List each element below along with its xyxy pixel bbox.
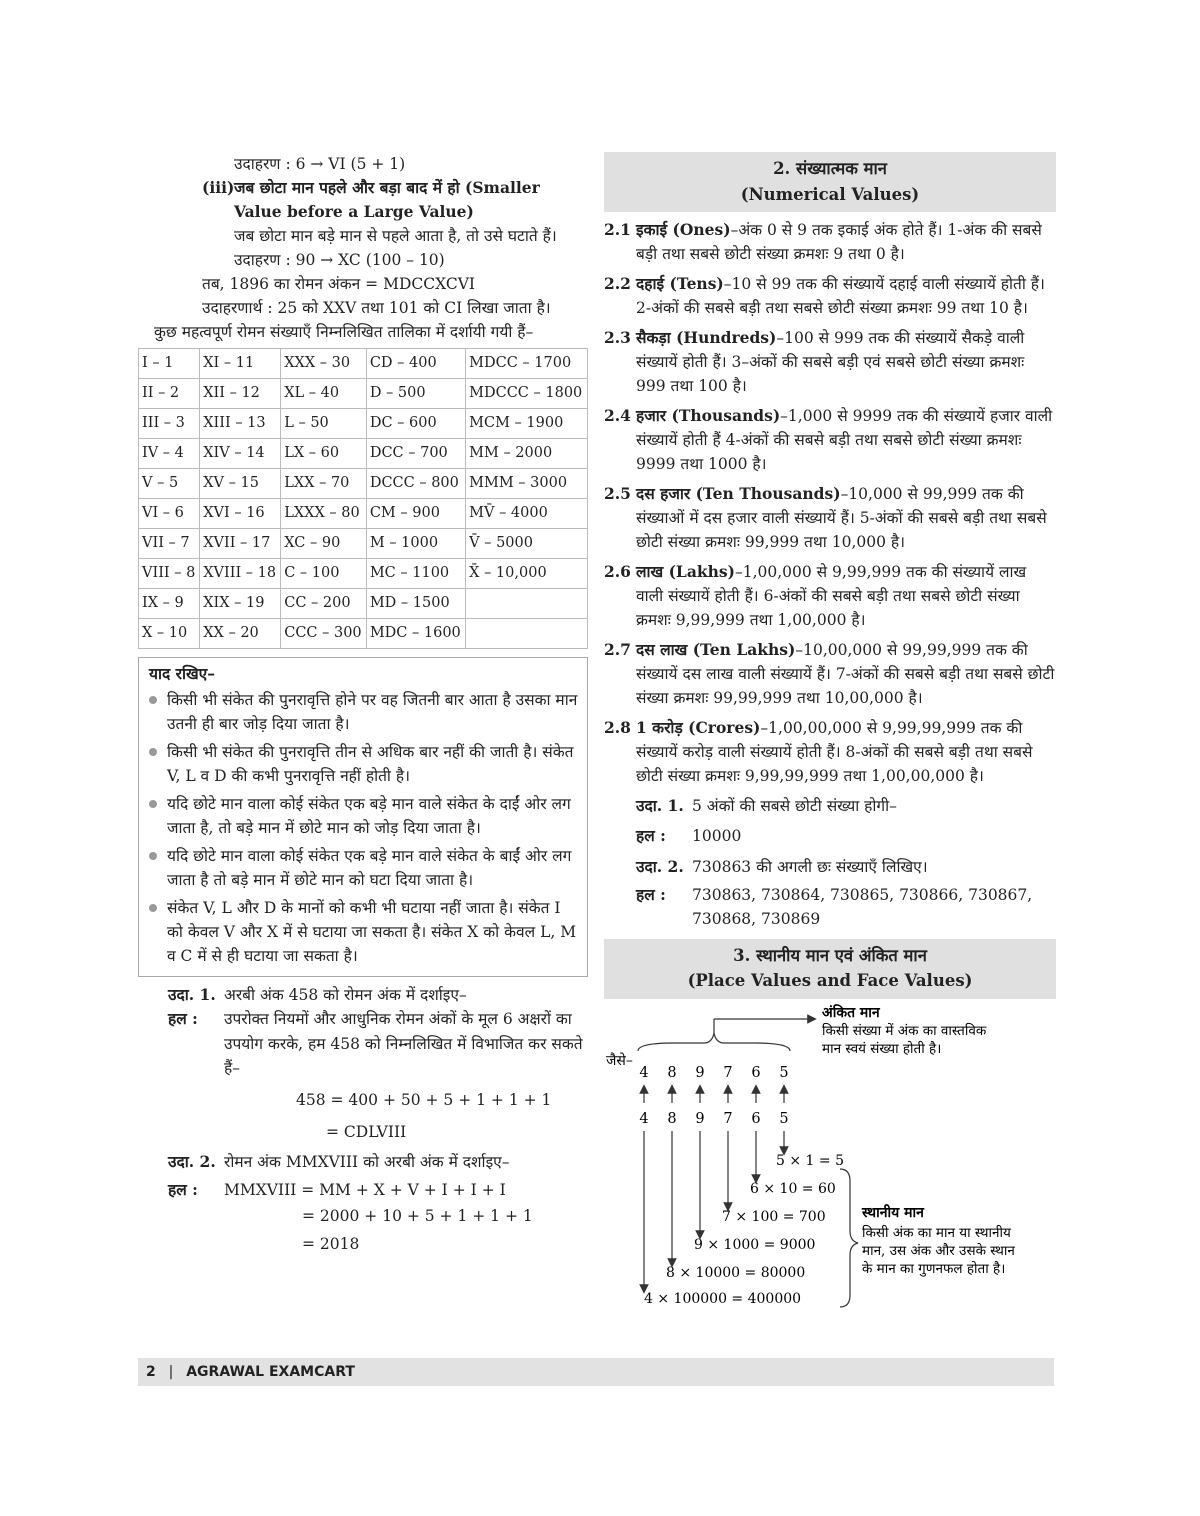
right-column xyxy=(604,152,1056,1309)
remember-item: संकेत V, L और D के मानों को कभी भी घटाया नहीं जाता है। संकेत I को केवल V और X में से घटाया जा सकता है। संकेत X को केवल L, M व C में से ही घटाया जा सकता है। xyxy=(167,896,579,968)
table-cell: CD – 400 xyxy=(366,349,465,379)
table-cell: XV – 15 xyxy=(200,469,281,499)
table-row xyxy=(139,409,588,439)
item-text xyxy=(636,404,1056,476)
table-cell: X̄ – 10,000 xyxy=(466,559,588,589)
item-text xyxy=(636,560,1056,632)
item-text xyxy=(636,272,1056,320)
digit-bottom: 7 xyxy=(723,1110,733,1127)
rule-iii-text: जब छोटा मान बड़े मान से पहले आता है, तो उसे घटाते हैं। xyxy=(234,227,557,246)
product-label: 5 × 1 = 5 xyxy=(776,1152,844,1169)
item-body: –1,000 से 9999 तक की संख्यायें हजार वाली संख्यायें होती हैं 4-अंकों की सबसे बड़ी तथा सबसे छोटी संख्या क्रमशः 9999 तथा 1000 है। xyxy=(636,407,1053,474)
table-row xyxy=(139,589,588,619)
item-text xyxy=(636,326,1056,398)
example-label: उदा. 2. xyxy=(168,1151,216,1171)
example-question: रोमन अंक MMXVIII को अरबी अंक में दर्शाइए– xyxy=(224,1152,510,1171)
left-column xyxy=(138,152,588,1256)
table-cell: XVI – 16 xyxy=(200,499,281,529)
table-cell: DC – 600 xyxy=(366,409,465,439)
table-cell: MM – 2000 xyxy=(466,439,588,469)
table-cell: VI – 6 xyxy=(139,499,200,529)
digit-bottom: 9 xyxy=(695,1110,705,1127)
item-heading: इकाई (Ones) xyxy=(636,220,731,240)
remember-title: याद रखिए– xyxy=(149,664,215,684)
item-number: 2.2 xyxy=(604,274,631,294)
table-cell: XVIII – 18 xyxy=(200,559,281,589)
item-heading: दस हजार (Ten Thousands) xyxy=(636,484,841,504)
place-value-title: स्थानीय मान xyxy=(862,1204,924,1221)
table-cell: XC – 90 xyxy=(281,529,367,559)
table-cell: XIX – 19 xyxy=(200,589,281,619)
left-solution-2 xyxy=(138,1178,588,1202)
table-cell: V̄ – 5000 xyxy=(466,529,588,559)
table-cell: LX – 60 xyxy=(281,439,367,469)
table-cell: D – 500 xyxy=(366,379,465,409)
table-cell: L – 50 xyxy=(281,409,367,439)
section-3-title: 3. स्थानीय मान एवं अंकित मान xyxy=(733,945,927,965)
item-number: 2.8 xyxy=(604,718,631,738)
product-label: 8 × 10000 = 80000 xyxy=(666,1264,806,1281)
roman-numeral-table xyxy=(138,348,588,649)
equation: = CDLVIII xyxy=(326,1122,407,1141)
numerical-value-item xyxy=(604,482,1056,554)
digit-bottom: 4 xyxy=(639,1110,649,1127)
footer-separator: | xyxy=(168,1364,174,1380)
solution-text: 10000 xyxy=(692,827,742,846)
digit-bottom: 8 xyxy=(667,1110,677,1127)
product-label: 9 × 1000 = 9000 xyxy=(694,1236,816,1253)
section-3-subtitle: (Place Values and Face Values) xyxy=(687,971,973,991)
table-row xyxy=(139,349,588,379)
table-cell: M – 1000 xyxy=(366,529,465,559)
table-cell: VIII – 8 xyxy=(139,559,200,589)
item-number: 2.7 xyxy=(604,640,631,660)
remember-item: यदि छोटे मान वाला कोई संकेत एक बड़े मान वाले संकेत के दाईं ओर लग जाता है, तो बड़े मान में छोटे मान को जोड़ दिया जाता है। xyxy=(167,792,579,840)
item-heading: दहाई (Tens) xyxy=(636,274,724,294)
table-cell: II – 2 xyxy=(139,379,200,409)
item-body: –1,00,000 से 9,99,999 तक की संख्यायें लाख वाली संख्यायें होती हैं। 6-अंकों की सबसे बड़ी तथा सबसे छोटी संख्या क्रमशः 9,99,999 तथा 1,00,000 है। xyxy=(636,563,1027,630)
section-2-title: 2. संख्यात्मक मान xyxy=(773,159,887,178)
product-label: 7 × 100 = 700 xyxy=(722,1208,826,1225)
table-cell: MDCC – 1700 xyxy=(466,349,588,379)
place-value-text: मान, उस अंक और उसके स्थान xyxy=(862,1242,1015,1259)
table-cell: CCC – 300 xyxy=(281,619,367,649)
table-cell: XVII – 17 xyxy=(200,529,281,559)
item-body: –100 से 999 तक की संख्यायें सैकड़े वाली संख्यायें होती हैं। 3–अंकों की सबसे बड़ी एवं सबसे छोटी संख्या क्रमशः 999 तथा 100 है। xyxy=(636,329,1025,396)
table-row xyxy=(139,529,588,559)
roman-1896: तब, 1896 का रोमन अंकन = MDCCXCVI xyxy=(202,275,476,294)
example-25: उदाहरणार्थ : 25 को XXV तथा 101 को CI लिखा जाता है। xyxy=(202,299,551,318)
table-cell: XL – 40 xyxy=(281,379,367,409)
solution-label: हल : xyxy=(168,1179,198,1199)
numerical-value-item xyxy=(604,326,1056,398)
numerical-value-item xyxy=(604,716,1056,788)
place-value-products xyxy=(644,1131,844,1307)
remember-item: किसी भी संकेत की पुनरावृत्ति तीन से अधिक बार नहीं की जाती है। संकेत V, L व D की कभी पुनरावृत्ति नहीं होती है। xyxy=(167,740,579,788)
numerical-value-item xyxy=(604,404,1056,476)
table-cell: MMM – 3000 xyxy=(466,469,588,499)
brace xyxy=(638,1033,790,1051)
page-number: 2 xyxy=(146,1364,156,1380)
table-cell: XI – 11 xyxy=(200,349,281,379)
right-solution-1 xyxy=(604,824,1056,848)
remember-list xyxy=(149,688,579,968)
item-heading: 1 करोड़ (Crores) xyxy=(636,718,761,738)
rule-iii xyxy=(138,176,588,224)
equation: MMXVIII = MM + X + V + I + I + I xyxy=(224,1180,506,1199)
table-cell: DCC – 700 xyxy=(366,439,465,469)
product-label: 6 × 10 = 60 xyxy=(750,1180,836,1197)
table-cell: C – 100 xyxy=(281,559,367,589)
table-cell: MDC – 1600 xyxy=(366,619,465,649)
table-cell: CM – 900 xyxy=(366,499,465,529)
rule-iii-title: जब छोटा मान पहले और बड़ा बाद में हो (Smaller Value before a Large Value) xyxy=(234,178,540,222)
item-text xyxy=(636,638,1056,710)
item-text xyxy=(636,716,1056,788)
remember-item: किसी भी संकेत की पुनरावृत्ति होने पर वह जितनी बार आता है उसका मान उतनी ही बार जोड़ दिया जाता है। xyxy=(167,688,579,736)
face-value-text: किसी संख्या में अंक का वास्तविक xyxy=(822,1022,987,1039)
table-row xyxy=(139,469,588,499)
example-label: जैसे– xyxy=(606,1052,633,1069)
table-cell: X – 10 xyxy=(139,619,200,649)
table-cell: XIII – 13 xyxy=(200,409,281,439)
item-number: 2.3 xyxy=(604,328,631,348)
section-3-header xyxy=(604,939,1056,999)
table-cell: I – 1 xyxy=(139,349,200,379)
item-number: 2.4 xyxy=(604,406,631,426)
product-label: 4 × 100000 = 400000 xyxy=(644,1290,802,1307)
table-cell: V – 5 xyxy=(139,469,200,499)
example-question: 730863 की अगली छः संख्याएँ लिखिए। xyxy=(692,857,928,876)
solution-text: उपरोक्त नियमों और आधुनिक रोमन अंकों के मूल 6 अक्षरों का उपयोग करके, हम 458 को निम्नलिखित में विभाजित कर सकते हैं– xyxy=(224,1010,583,1077)
numerical-value-item xyxy=(604,218,1056,266)
example-6: उदाहरण : 6 → VI (5 + 1) xyxy=(234,155,406,173)
numerical-value-item xyxy=(604,560,1056,632)
item-body: –1,00,00,000 से 9,99,99,999 तक की संख्यायें करोड़ वाली संख्यायें होती हैं। 8-अंकों की सबसे बड़ी तथा सबसे छोटी संख्या क्रमशः 9,99,99,999 तथा 1,00,00,000 है। xyxy=(636,719,1033,786)
table-row xyxy=(139,499,588,529)
place-value-diagram xyxy=(604,999,1056,1309)
example-label: उदा. 1. xyxy=(636,796,684,816)
right-solution-2 xyxy=(604,883,1056,931)
digit-top: 6 xyxy=(751,1064,761,1081)
table-cell xyxy=(466,589,588,619)
table-cell: XIV – 14 xyxy=(200,439,281,469)
table-cell: DCCC – 800 xyxy=(366,469,465,499)
table-cell xyxy=(466,619,588,649)
digit-top: 7 xyxy=(723,1064,733,1081)
page-footer xyxy=(138,1358,1054,1386)
left-example-1 xyxy=(138,983,588,1007)
solution-label: हल : xyxy=(636,826,666,846)
item-heading: लाख (Lakhs) xyxy=(636,562,735,582)
digit-top: 5 xyxy=(779,1064,789,1081)
table-cell: IX – 9 xyxy=(139,589,200,619)
item-body: –10 से 99 तक की संख्यायें दहाई वाली संख्यायें होती हैं। 2-अंकों की सबसे बड़ी तथा सबसे छोटी संख्या क्रमशः 99 तथा 10 है। xyxy=(636,275,1045,318)
example-question: 5 अंकों की सबसे छोटी संख्या होगी– xyxy=(692,797,897,816)
right-example-2 xyxy=(604,855,1056,879)
table-cell: MCM – 1900 xyxy=(466,409,588,439)
table-cell: III – 3 xyxy=(139,409,200,439)
numerical-value-item xyxy=(604,638,1056,710)
table-cell: XII – 12 xyxy=(200,379,281,409)
digit-bottom: 6 xyxy=(751,1110,761,1127)
solution-label: हल : xyxy=(636,884,666,904)
table-cell: IV – 4 xyxy=(139,439,200,469)
left-solution-1 xyxy=(138,1007,588,1079)
table-cell: XX – 20 xyxy=(200,619,281,649)
item-number: 2.1 xyxy=(604,220,631,240)
place-value-text: के मान का गुणनफल होता है। xyxy=(862,1260,1006,1277)
table-cell: MDCCC – 1800 xyxy=(466,379,588,409)
table-cell: MV̄ – 4000 xyxy=(466,499,588,529)
place-value-text: किसी अंक का मान या स्थानीय xyxy=(862,1224,1011,1241)
item-number: 2.6 xyxy=(604,562,631,582)
example-question: अरबी अंक 458 को रोमन अंक में दर्शाइए– xyxy=(224,986,467,1005)
solution-text: 730863, 730864, 730865, 730866, 730867, 730868, 730869 xyxy=(692,885,1033,928)
item-text xyxy=(636,482,1056,554)
table-cell: LXX – 70 xyxy=(281,469,367,499)
rule-iii-number: (iii) xyxy=(202,178,235,198)
table-cell: LXXX – 80 xyxy=(281,499,367,529)
table-row xyxy=(139,379,588,409)
item-body: –अंक 0 से 9 तक इकाई अंक होते हैं। 1-अंक की सबसे बड़ी तथा सबसे छोटी संख्या क्रमशः 9 तथा 0 है। xyxy=(636,221,1042,264)
brand-logo: AGRAWAL EXAMCART xyxy=(186,1364,355,1380)
numerical-values-list xyxy=(604,218,1056,788)
right-example-1 xyxy=(604,794,1056,818)
face-value-text: मान स्वयं संख्या होती है। xyxy=(822,1040,942,1057)
place-value-brace xyxy=(840,1169,858,1307)
item-heading: हजार (Thousands) xyxy=(636,406,781,426)
remember-box xyxy=(138,657,588,977)
table-cell: XXX – 30 xyxy=(281,349,367,379)
item-heading: दस लाख (Ten Lakhs) xyxy=(636,640,796,660)
equation: = 2000 + 10 + 5 + 1 + 1 + 1 xyxy=(302,1206,533,1225)
remember-item: यदि छोटे मान वाला कोई संकेत एक बड़े मान वाले संकेत के बाईं ओर लग जाता है तो बड़े मान में छोटे मान को घटा दिया जाता है। xyxy=(167,844,579,892)
digit-top: 8 xyxy=(667,1064,677,1081)
table-row xyxy=(139,619,588,649)
rule-iii-example: उदाहरण : 90 → XC (100 – 10) xyxy=(234,251,445,270)
item-body: –10,00,000 से 99,99,999 तक की संख्यायें दस लाख वाली संख्यायें हैं। 7-अंकों की सबसे बड़ी तथा सबसे छोटी संख्या क्रमशः 99,99,999 तथा 10,00,000 है। xyxy=(636,641,1055,708)
example-label: उदा. 2. xyxy=(636,856,684,876)
table-cell: MC – 1100 xyxy=(366,559,465,589)
digit-top: 4 xyxy=(639,1064,649,1081)
example-label: उदा. 1. xyxy=(168,985,216,1005)
table-row xyxy=(139,559,588,589)
digit-rows xyxy=(639,1065,788,1127)
table-cell: CC – 200 xyxy=(281,589,367,619)
equation: 458 = 400 + 50 + 5 + 1 + 1 + 1 xyxy=(296,1090,552,1109)
table-intro: कुछ महत्वपूर्ण रोमन संख्याएँ निम्नलिखित तालिका में दर्शायी गयी हैं– xyxy=(154,323,534,342)
numerical-value-item xyxy=(604,272,1056,320)
face-value-title: अंकित मान xyxy=(822,1004,880,1021)
equation: = 2018 xyxy=(302,1234,360,1253)
table-cell: MD – 1500 xyxy=(366,589,465,619)
left-example-2 xyxy=(138,1150,588,1174)
section-2-header xyxy=(604,152,1056,212)
digit-top: 9 xyxy=(695,1064,705,1081)
section-2-subtitle: (Numerical Values) xyxy=(740,184,920,204)
item-heading: सैकड़ा (Hundreds) xyxy=(636,328,777,348)
table-cell: VII – 7 xyxy=(139,529,200,559)
item-body: –10,000 से 99,999 तक की संख्याओं में दस हजार वाली संख्यायें हैं। 5-अंकों की सबसे बड़ी तथा सबसे छोटी संख्या क्रमशः 99,999 तथा 10,000 है। xyxy=(636,485,1047,552)
item-text xyxy=(636,218,1056,266)
item-number: 2.5 xyxy=(604,484,631,504)
table-row xyxy=(139,439,588,469)
solution-label: हल : xyxy=(168,1009,198,1029)
digit-bottom: 5 xyxy=(779,1110,789,1127)
